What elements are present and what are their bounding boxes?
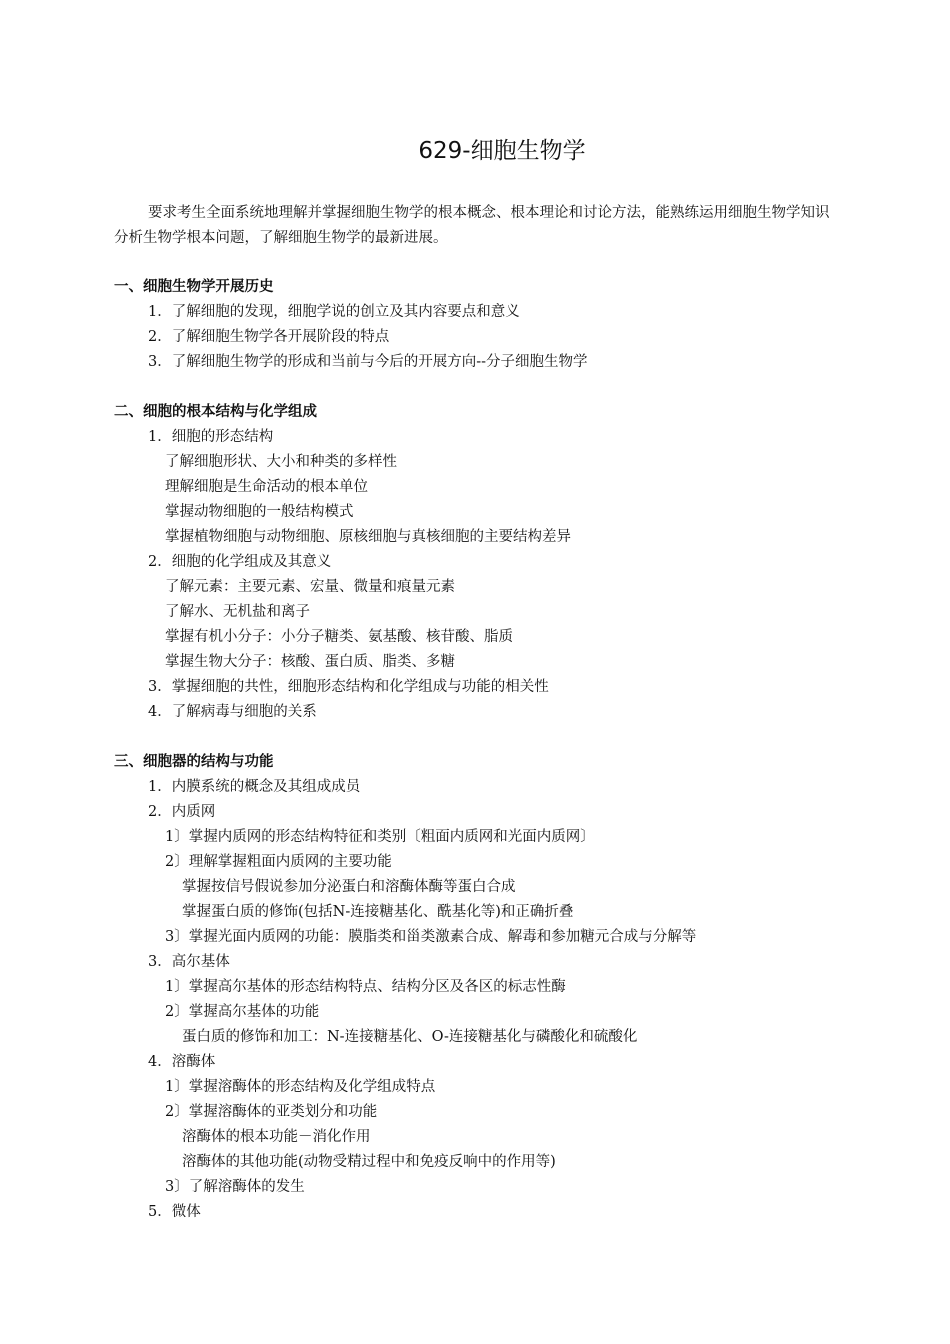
sub-item-line: 了解水、无机盐和离子 [165,604,310,620]
sub-item-line: 掌握植物细胞与动物细胞、原核细胞与真核细胞的主要结构差异 [165,529,571,545]
sub-item-line: 1〕掌握高尔基体的形态结构特点、结构分区及各区的标志性酶 [165,979,566,995]
sub-item-line: 了解元素：主要元素、宏量、微量和痕量元素 [165,579,455,595]
sub-item-line: 2〕理解掌握粗面内质网的主要功能 [165,854,392,870]
sub-item-line: 理解细胞是生命活动的根本单位 [165,479,368,495]
detail-line: 溶酶体的其他功能(动物受精过程中和免疫反响中的作用等) [182,1154,556,1170]
sub-item-line: 3〕了解溶酶体的发生 [165,1179,305,1195]
section-heading: 一、细胞生物学开展历史 [114,279,274,295]
spacer [114,725,854,750]
item-line: 5．微体 [148,1204,201,1220]
intro-paragraph [114,201,840,251]
sub-item-line: 了解细胞形状、大小和种类的多样性 [165,454,397,470]
sub-item-line: 掌握动物细胞的一般结构模式 [165,504,354,520]
spacer [114,375,854,400]
document-title: 629-细胞生物学 [418,138,586,164]
item-line: 3．高尔基体 [148,954,230,970]
detail-line: 掌握蛋白质的修饰(包括N-连接糖基化、酰基化等)和正确折叠 [182,904,574,920]
item-line: 1．内膜系统的概念及其组成成员 [148,779,361,795]
item-line: 2．了解细胞生物学各开展阶段的特点 [148,329,390,345]
item-line: 3．了解细胞生物学的形成和当前与今后的开展方向--分子细胞生物学 [148,354,588,370]
item-line: 2．细胞的化学组成及其意义 [148,554,332,570]
section-heading: 三、细胞器的结构与功能 [114,754,274,770]
intro-text: 要求考生全面系统地理解并掌握细胞生物学的根本概念、根本理论和讨论方法，能熟练运用细胞生物学知识分析生物学根本问题，了解细胞生物学的最新进展。 [114,205,830,246]
sub-item-line: 掌握有机小分子：小分子糖类、氨基酸、核苷酸、脂质 [165,629,513,645]
syllabus-body [114,275,854,1225]
detail-line: 蛋白质的修饰和加工：N-连接糖基化、O-连接糖基化与磷酸化和硫酸化 [182,1029,638,1045]
detail-line: 掌握按信号假说参加分泌蛋白和溶酶体酶等蛋白合成 [182,879,516,895]
item-line: 1．细胞的形态结构 [148,429,274,445]
sub-item-line: 2〕掌握高尔基体的功能 [165,1004,320,1020]
sub-item-line: 1〕掌握内质网的形态结构特征和类别〔粗面内质网和光面内质网〕 [165,829,595,845]
item-line: 4．溶酶体 [148,1054,216,1070]
item-line: 1．了解细胞的发现，细胞学说的创立及其内容要点和意义 [148,304,520,320]
item-line: 2．内质网 [148,804,216,820]
sub-item-line: 掌握生物大分子：核酸、蛋白质、脂类、多糖 [165,654,455,670]
sub-item-line: 2〕掌握溶酶体的亚类划分和功能 [165,1104,378,1120]
detail-line: 溶酶体的根本功能－消化作用 [182,1129,371,1145]
item-line: 4．了解病毒与细胞的关系 [148,704,317,720]
sub-item-line: 1〕掌握溶酶体的形态结构及化学组成特点 [165,1079,436,1095]
item-line: 3．掌握细胞的共性，细胞形态结构和化学组成与功能的相关性 [148,679,549,695]
sub-item-line: 3〕掌握光面内质网的功能：膜脂类和甾类激素合成、解毒和参加糖元合成与分解等 [165,929,697,945]
section-heading: 二、细胞的根本结构与化学组成 [114,404,317,420]
